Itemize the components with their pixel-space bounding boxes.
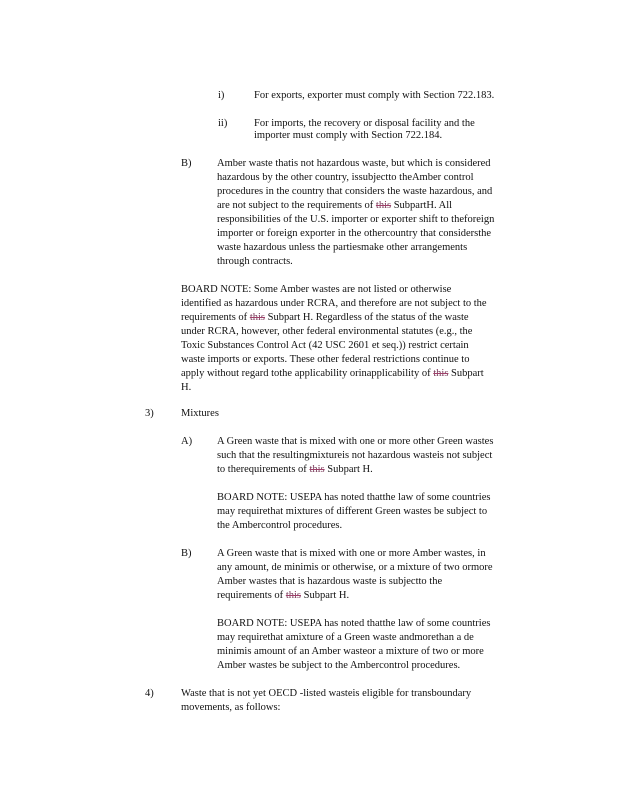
item-marker-i: i)	[218, 90, 225, 101]
item-B-line-1: Amber waste thatis not hazardous waste, but which is considered	[217, 158, 491, 169]
item-4-line-2: movements, as follows:	[181, 702, 281, 713]
item-3B-line-3: Amber wastes that is hazardous waste is subjectto the	[217, 576, 443, 587]
board-note-1-line-1: BOARD NOTE: Some Amber wastes are not listed or otherwise	[181, 284, 452, 295]
item-marker-3A: A)	[181, 436, 193, 447]
item-marker-4: 4)	[145, 688, 154, 699]
item-B-line-4	[217, 199, 452, 213]
item-B-line-3: procedures in the country that considers the waste hazardous, and	[217, 186, 493, 197]
text-segment: Subpart H.	[303, 590, 350, 601]
text-segment: apply without regard tothe applicability orinapplicability of	[181, 368, 431, 379]
board-note-1-line-2: identified as hazardous under RCRA, and therefore are not subject to the	[181, 298, 487, 309]
board-note-3-line-1: BOARD NOTE: USEPA has noted thatthe law of some countries	[217, 618, 491, 629]
deleted-text: this	[433, 368, 449, 379]
item-3A-line-1: A Green waste that is mixed with one or more other Green wastes	[217, 436, 494, 447]
item-B-line-7: waste hazardous unless the partiesmake other arrangements	[217, 242, 468, 253]
item-marker-B: B)	[181, 158, 192, 169]
board-note-1-line-3	[181, 311, 469, 325]
item-ii-line-1: For imports, the recovery or disposal facility and the	[254, 118, 475, 129]
board-note-1-line-8: H.	[181, 382, 192, 393]
board-note-1-line-4: under RCRA, however, other federal environmental statutes (e.g., the	[181, 326, 473, 337]
board-note-1-line-7	[181, 367, 484, 381]
board-note-1-line-5: Toxic Substances Control Act (42 USC 2601 et seq.)) restrict certain	[181, 340, 469, 351]
item-B-line-2: hazardous by the other country, issubjectto theAmber control	[217, 172, 474, 183]
item-B-line-8: through contracts.	[217, 256, 293, 267]
text-segment: SubpartH. All	[393, 200, 453, 211]
board-note-3-line-2: may requirethat amixture of a Green waste andmorethan a de	[217, 632, 474, 643]
board-note-2-line-3: the Ambercontrol procedures.	[217, 520, 343, 531]
board-note-3-line-4: Amber wastes be subject to the Ambercontrol procedures.	[217, 660, 461, 671]
section-heading-mixtures: Mixtures	[181, 408, 219, 419]
deleted-text: this	[375, 200, 392, 211]
text-segment: are not subject to the requirements of	[217, 200, 374, 211]
board-note-2-line-1: BOARD NOTE: USEPA has noted thatthe law of some countries	[217, 492, 491, 503]
item-B-line-5: responsibilities of the U.S. importer or exporter shift to theforeign	[217, 214, 495, 225]
item-ii-line-2: importer must comply with Section 722.184.	[254, 130, 443, 141]
text-segment: to therequirements of	[217, 464, 307, 475]
board-note-1-line-6: waste imports or exports. These other federal restrictions continue to	[181, 354, 470, 365]
item-marker-3B: B)	[181, 548, 192, 559]
item-3B-line-2: any amount, de minimis or otherwise, or a mixture of two ormore	[217, 562, 493, 573]
item-B-line-6: importer or foreign exporter in the othercountry that considersthe	[217, 228, 492, 239]
item-3B-line-1: A Green waste that is mixed with one or more Amber wastes, in	[217, 548, 486, 559]
deleted-text: this	[309, 464, 325, 475]
board-note-3-line-3: minimis amount of an Amber wasteor a mixture of two or more	[217, 646, 484, 657]
item-marker-3: 3)	[145, 408, 154, 419]
deleted-text: this	[249, 312, 265, 323]
item-4-line-1: Waste that is not yet OECD -listed wasteis eligible for transboundary	[181, 688, 472, 699]
board-note-2-line-2: may requirethat mixtures of different Green wastes be subject to	[217, 506, 488, 517]
text-segment: requirements of	[181, 312, 248, 323]
item-3A-line-2: such that the resultingmixtureis not hazardous wasteis not subject	[217, 450, 493, 461]
text-segment: Subpart	[451, 368, 484, 379]
text-segment: Subpart H.	[327, 464, 373, 475]
text-segment: Subpart H. Regardless of the status of the waste	[267, 312, 469, 323]
item-i-line	[254, 89, 520, 103]
item-3B-line-4	[217, 589, 349, 603]
deleted-text: this	[285, 590, 301, 601]
item-3A-line-3	[217, 463, 373, 477]
text-line: For exports, exporter must comply with Section 722.183.	[254, 90, 495, 101]
item-marker-ii: ii)	[218, 118, 228, 129]
text-segment: requirements of	[217, 590, 284, 601]
